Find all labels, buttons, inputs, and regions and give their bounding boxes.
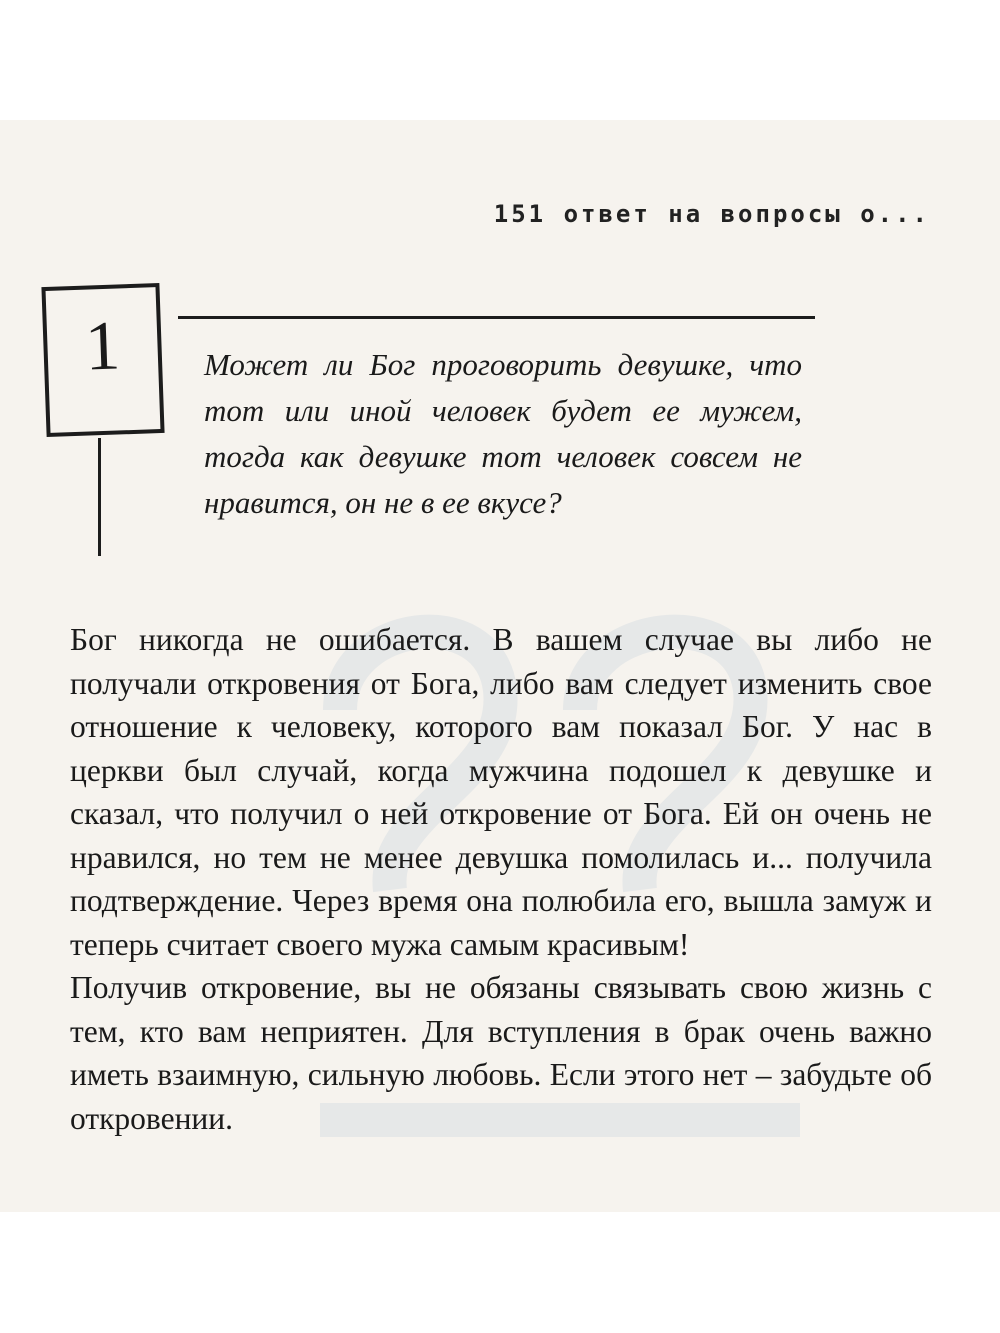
answer-paragraph: Получив откровение, вы не обязаны связывать свою жизнь с тем, кто вам неприятен. Для вступления в брак очень важно иметь взаимную, сильную любовь. Если этого нет – забудьте об откровении. bbox=[70, 970, 932, 1136]
answer-body bbox=[70, 618, 932, 1140]
question-rule bbox=[178, 316, 815, 319]
question-number: 1 bbox=[83, 307, 122, 386]
question-text: Может ли Бог проговорить девушке, что тот или иной человек будет ее мужем, тогда как девушке тот человек совсем не нравится, он не в ее вкусе? bbox=[204, 347, 802, 520]
running-header: 151 ответ на вопросы о... bbox=[493, 200, 930, 228]
question-number-box bbox=[41, 283, 164, 437]
question-box-stem bbox=[98, 438, 101, 556]
book-page bbox=[0, 120, 1000, 1212]
answer-paragraph: Бог никогда не ошибается. В вашем случае вы либо не получали откровения от Бога, либо вам следует изменить свое отношение к человеку, которого вам показал Бог. У нас в церкви был случай, когда мужчина подошел к девушке и сказал, что получил о ней откровение от Бога. Ей он очень не нравился, но тем не менее девушка помолилась и... получила подтверждение. Через время она полюбила его, вышла замуж и теперь считает своего мужа самым красивым! bbox=[70, 622, 932, 962]
